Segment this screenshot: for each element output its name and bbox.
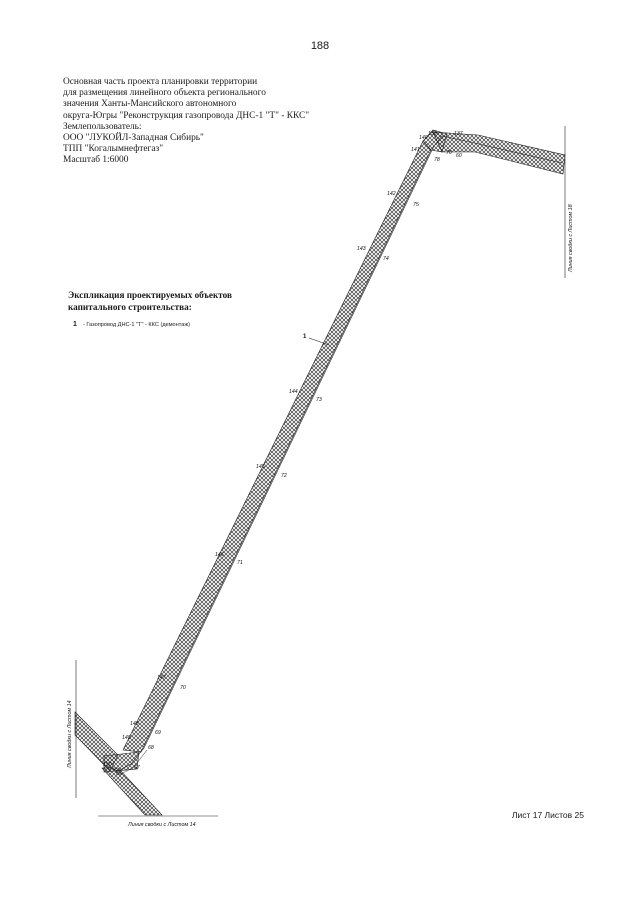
point-label: 78 [434,157,440,163]
title-line: Основная часть проекта планировки территории [63,77,258,87]
point-label: 143 [357,246,366,252]
point-label: 149 [122,735,131,741]
legend-marker-icon: 1 [73,321,77,328]
land-user-company: ООО "ЛУКОЙЛ-Западная Сибирь" [63,133,204,144]
title-line: для размещения линейного объекта регионального [63,88,266,99]
legend-title-line: капитального строительства: [68,302,192,312]
point-label: 74 [383,256,389,262]
page-number: 188 [310,40,330,52]
land-user-division: ТПП "Когалымнефтегаз" [63,144,164,155]
point-label: 72 [281,473,287,479]
point-label: 150 [103,762,112,768]
corridor-band [75,130,565,815]
legend-title-line: Экспликация проектируемых объектов [68,290,232,300]
point-label: 68 [148,745,154,751]
match-line-bottom [98,816,218,828]
point-label: 69 [155,730,161,736]
point-label: 60 [456,153,462,159]
legend-item-label: - Газопровод ДНС-1 "Т" - ККС (демонтаж) [82,321,190,328]
match-line-right [565,126,574,278]
point-label: 67 [134,765,140,771]
title-line: округа-Югры "Реконструкция газопровода ДНС-1 "Т" - ККС" [63,110,310,121]
title-line: значения Ханты-Мансийского автономного [63,99,237,110]
point-label: 146 [215,552,224,558]
point-label: 70 [180,685,186,691]
land-user-label: Землепользователь: [63,121,142,132]
scale-label: Масштаб 1:6000 [63,155,129,166]
point-label: 65 [116,771,122,777]
point-label: 145 [256,464,265,470]
point-label: 137 [454,131,463,137]
point-label: 75 [413,202,419,208]
point-label: 148 [130,721,139,727]
point-label: 73 [316,397,322,403]
point-label: 147 [157,675,166,681]
point-label: 142 [387,191,396,197]
match-line-left [67,660,76,798]
point-label: 76 [446,150,452,156]
sheet-label: Лист 17 Листов 25 [511,810,584,820]
point-label: 140 [419,135,428,141]
match-line-right-label: Линия сводки с Листом 18 [568,204,574,272]
match-line-bottom-label: Линия сводки с Листом 14 [128,822,196,828]
point-label: 71 [237,560,243,566]
object-marker-label: 1 [303,334,307,340]
point-label: 139 [428,131,437,137]
match-line-left-label: Линия сводки с Листом 14 [67,700,73,768]
point-label: 144 [289,389,298,395]
point-label: 141 [411,147,420,153]
